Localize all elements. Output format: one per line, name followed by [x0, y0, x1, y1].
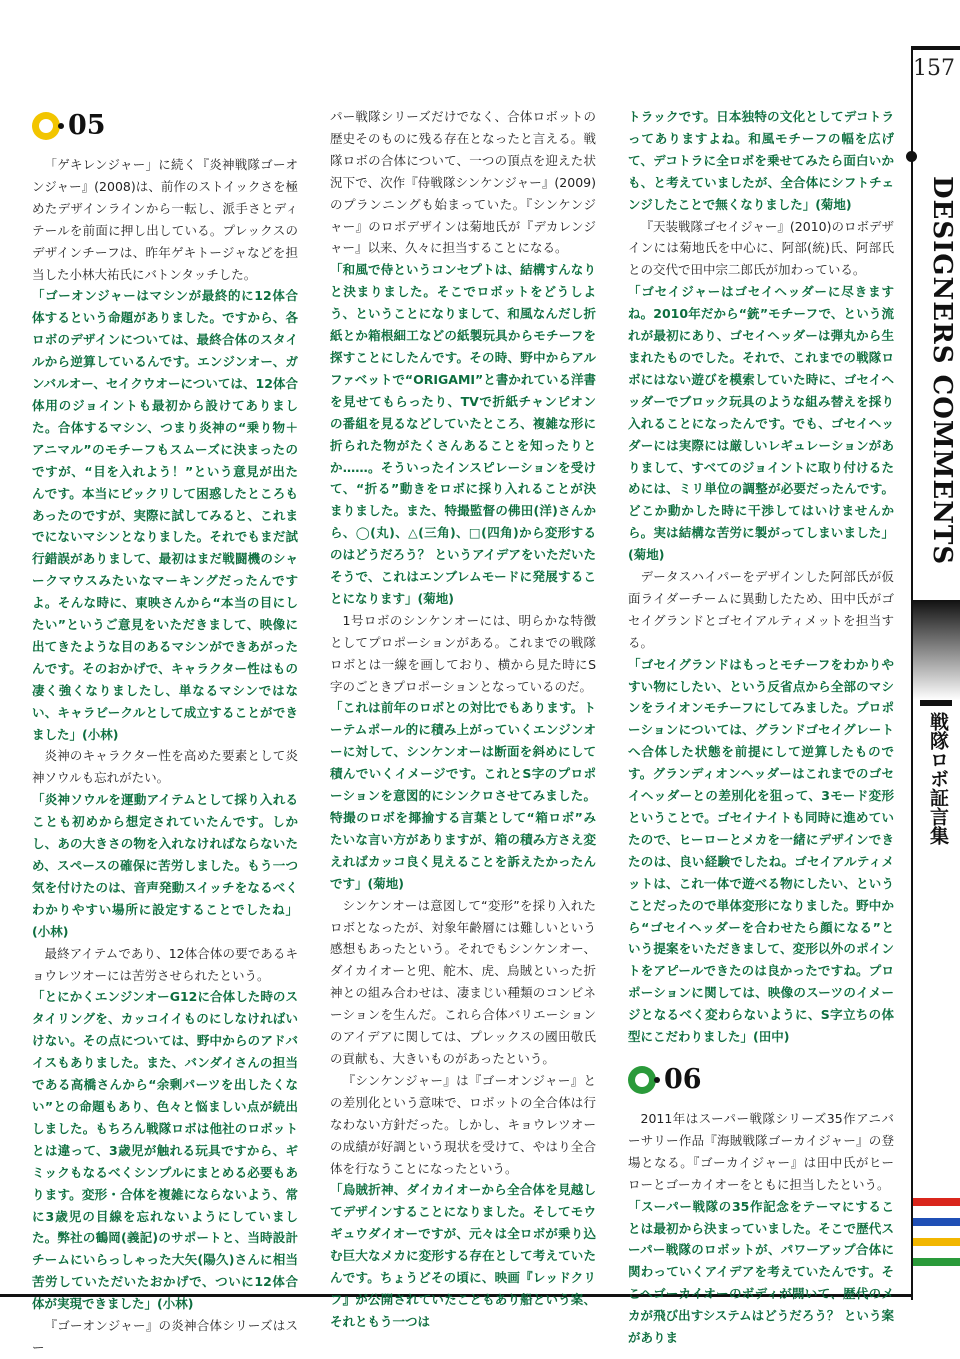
quote-paragraph: トラックです。日本独特の文化としてデコトラってありますよね。和風モチーフの幅を広げて、デコトラに全ロボを乗せてみたら面白いかも、と考えていましたが、全合体にシフトチェンジしたことで無くなりました」(菊地)	[628, 109, 894, 212]
paragraph: シンケンオーは意図して“変形”を採り入れたロボとなったが、対象年齢層には難しいという感想もあったという。それでもシンケンオー、ダイカイオーと兜、舵木、虎、烏賊といった折神との組み合わせは、凄まじい種類のコンビネーションを生んだ。これら合体バリエーションのアイデアに関しては、プレックスの國田敬氏の貢献も、大きいものがあったという。	[330, 897, 596, 1066]
paragraph: 1号ロボのシンケンオーには、明らかな特徴としてプロポーションがある。これまでの戦隊ロボとは一線を画しており、横から見た時にS字のごときプロポーションとなっているのだ。	[330, 612, 596, 694]
quote-paragraph: 「烏賊折神、ダイカイオーから全合体を見越してデザインすることになりました。そしてモウギュウダイオーですが、元々は全ロボが乗り込む巨大なメカに変形する存在として考えていたんです。ちょうどその頃に、映画『レッドクリフ』が公開されていたこともあり船という案、それともう一つは	[330, 1182, 596, 1329]
stripe-blue	[913, 1218, 960, 1226]
spine-dot	[906, 151, 917, 162]
quote-paragraph: 「ゴーオンジャーはマシンが最終的に12体合体するという命題がありました。ですから、各ロボのデザインについては、最終合体のスタイルから逆算しているんです。エンジンオー、ガンバルオー、セイクウオーについては、12体合体用のジョイントも最初から設けてありました。合体するマシン、つまり炎神の“乗り物＋アニマル”のモチーフもスムーズに決まったのですが、“目を入れよう！”という意見が出たんです。本当にビックリして困惑したところもあったのですが、実際に試してみると、これまでにないマシンとなりました。それでもまだ試行錯誤がありまして、最初はまだ戦闘機のシャークマウスみたいなマーキングだったんですよ。そんな時に、東映さんから“本当の目にしたい”というご意見をいただきまして、映像に出てきたような目のあるマシンができあがったんです。そのおかげで、キャラクター性はもの凄く強くなりましたし、単なるマシンではない、キャラビークルとして成立することができました」(小林)	[32, 288, 298, 742]
green-ring-icon	[628, 1066, 656, 1094]
quote-paragraph: 「和風で侍というコンセプトは、結構すんなりと決まりました。そこでロボットをどうしよう、ということになりまして、和風なんだし折紙とか箱根細工などの紙製玩具からモチーフを探すことにしたんです。その時、野中からアルファベットで“ORIGAMI”と書かれている洋書を見せてもらったり、TVで折紙チャンピオンの番組を見るなどしていたところ、複雑な形に折られた物がたくさんあることを知ったりとか……。そういったインスピレーションを受けて、“折る”動きをロボに採り入れることが決まりました。また、特撮監督の佛田(洋)さんから、◯(丸)、△(三角)、□(四角)から変形するのはどうだろう？ というアイデアをいただいたそうで、これはエンブレムモードに発展することになります」(菊地)	[330, 262, 596, 606]
quote-paragraph: 「とにかくエンジンオーG12に合体した時のスタイリングを、カッコイイものにしなければいけない。その点については、野中からのアドバイスもありました。また、バンダイさんの担当である高橋さんから“余剰パーツを出したくない”との命題もあり、色々と悩ましい点が続出しました。もちろん戦隊ロボは他社のロボットとは違って、3歳児が触れる玩具ですから、ギミックもなるべくシンプルにまとめる必要もあります。変形・合体を複雑にならないよう、常に3歳児の目線を忘れないようにしていました。弊社の鶴岡(義記)のサポートと、当時設計チームにいらっしゃった大矢(陽久)さんに相当苦労していただいたおかげで、ついに12体合体が実現できました」(小林)	[32, 989, 298, 1312]
section-05-heading	[32, 106, 298, 146]
paragraph: 『シンケンジャー』は『ゴーオンジャー』との差別化という意味で、ロボットの全合体は行なわない方針だった。しかし、キョウレツオーの成績が好調という現状を受けて、やはり全合体を行なうことになったという。	[330, 1072, 596, 1176]
stripe-yellow	[913, 1238, 960, 1246]
section-number: 05	[68, 110, 106, 142]
paragraph: 炎神のキャラクター性を高めた要素として炎神ソウルも忘れがたい。	[32, 748, 298, 786]
section-number: 06	[664, 1064, 702, 1096]
page-number: 157	[913, 56, 955, 81]
paragraph: データスハイパーをデザインした阿部氏が仮面ライダーチームに異動したため、田中氏がゴセイグランドとゴセイアルティメットを担当する。	[628, 569, 894, 650]
quote-paragraph: 「ゴセイジャーはゴセイヘッダーに尽きますね。2010年だから“銃”モチーフで、という流れが最初にあり、ゴセイヘッダーは弾丸から生まれたものでした。それで、これまでの戦隊ロボにはない遊びを模索していた時に、ゴセイヘッダーでブロック玩具のような組み替えを採り入れることになったんです。でも、ゴセイヘッダーには実際には厳しいレギュレーションがありまして、すべてのジョイントに取り付けるためには、ミリ単位の調整が必要だったんです。どこか動かした時に干渉してはいけませんから。実は結構な苦労に製がってしまいました」(菊地)	[628, 284, 894, 563]
stripe-red	[913, 1198, 960, 1206]
column-2	[330, 106, 596, 1329]
column-3	[628, 106, 894, 1346]
quote-paragraph: 「スーパー戦隊の35作記念をテーマにすることは最初から決まっていました。そこで歴代スーパー戦隊のロボットが、パワーアップ合体に関わっていくアイデアを考えていたんです。そこへゴーカイオーのボディが開いて、歴代のメカが飛び出すシステムはどうだろう？ という案がありま	[628, 1198, 894, 1346]
quote-paragraph: 「炎神ソウルを運動アイテムとして採り入れることも初めから想定されていたんです。しかし、あの大きさの物を入れなければならないため、スペースの確保に苦労しました。もう一つ気を付けたのは、音声発動スイッチをなるべくわかりやすい場所に設定することでしたね」(小林)	[32, 792, 298, 939]
yellow-ring-icon	[32, 112, 60, 140]
column-1	[32, 106, 298, 1355]
quote-paragraph: 「これは前年のロボとの対比でもあります。トーテムポール的に積み上がっていくエンジンオーに対して、シンケンオーは断面を斜めにして積んでいくイメージです。これとS字のプロポーションを意図的にシンクロさせてみました。特撮のロボを揶揄する言葉として“箱ロボ”みたいな言い方がありますが、箱の積み方さえ変えればカッコ良く見えることを訴えたかったんです」(菊地)	[330, 700, 596, 891]
stripe-green	[913, 1258, 960, 1266]
paragraph: 最終アイテムであり、12体合体の要であるキョウレツオーには苦労させられたという。	[32, 945, 298, 983]
quote-paragraph: 「ゴセイグランドはもっとモチーフをわかりやすい物にしたい、という反省点から全部のマシンをライオンモチーフにしてみました。プロポーションについては、グランドゴセイグレートへ合体した状態を前提にして逆算したものです。グランディオンヘッダーはこれまでのゴセイヘッダーとの差別化を狙って、3モード変形ということで。ゴセイナイトも同時に進めていたので、ヒーローとメカを一緒にデザインできたのは、良い経験でしたね。ゴセイアルティメットは、これ一体で遊べる物にしたい、ということだったので単体変形になりました。野中から“ゴセイヘッダーを合わせたら顔になる”という提案をいただきまして、変形以外のポイントをアピールできたのは良かったですね。プロポーションに関しては、映像のスーツのイメージとなるべく変わらないように、S字立ちの体型にこだわりました」(田中)	[628, 656, 894, 1045]
paragraph: 2011年はスーパー戦隊シリーズ35作アニバーサリー作品『海賊戦隊ゴーカイジャー』の登場となる。『ゴーカイジャー』は田中氏がヒーローとゴーカイオーをともに担当したという。	[628, 1110, 894, 1192]
spine-subtitle: 戦隊ロボ証言集	[920, 700, 952, 845]
paragraph: 『天装戦隊ゴセイジャー』(2010)のロボデザインには菊地氏を中心に、阿部(統)氏、阿部氏との交代で田中宗二郎氏が加わっている。	[628, 218, 894, 278]
section-06-heading	[628, 1060, 894, 1100]
paragraph: 『ゴーオンジャー』の炎神合体シリーズはスー	[32, 1318, 298, 1355]
top-rule	[912, 46, 960, 50]
gradient-bar	[913, 600, 960, 700]
paragraph: パー戦隊シリーズだけでなく、合体ロボットの歴史そのものに残る存在となったと言える。戦隊ロボの合体について、一つの頂点を迎えた状況下で、次作『侍戦隊シンケンジャー』(2009)のプランニングも始まっていた。『シンケンジャー』のロボデザインは菊地氏が『デカレンジャー』以来、久々に担当することになる。	[330, 109, 596, 256]
spine-title: DESIGNERS COMMENTS	[927, 176, 957, 566]
paragraph: 「ゲキレンジャー」に続く『炎神戦隊ゴーオンジャー』(2008)は、前作のストイックさを極めたデザインラインから一転し、派手さとディテールを前面に押し出している。プレックスのデザインチーフは、昨年ゲキトージャなどを担当した小林大祐氏にバトンタッチした。	[32, 157, 298, 282]
